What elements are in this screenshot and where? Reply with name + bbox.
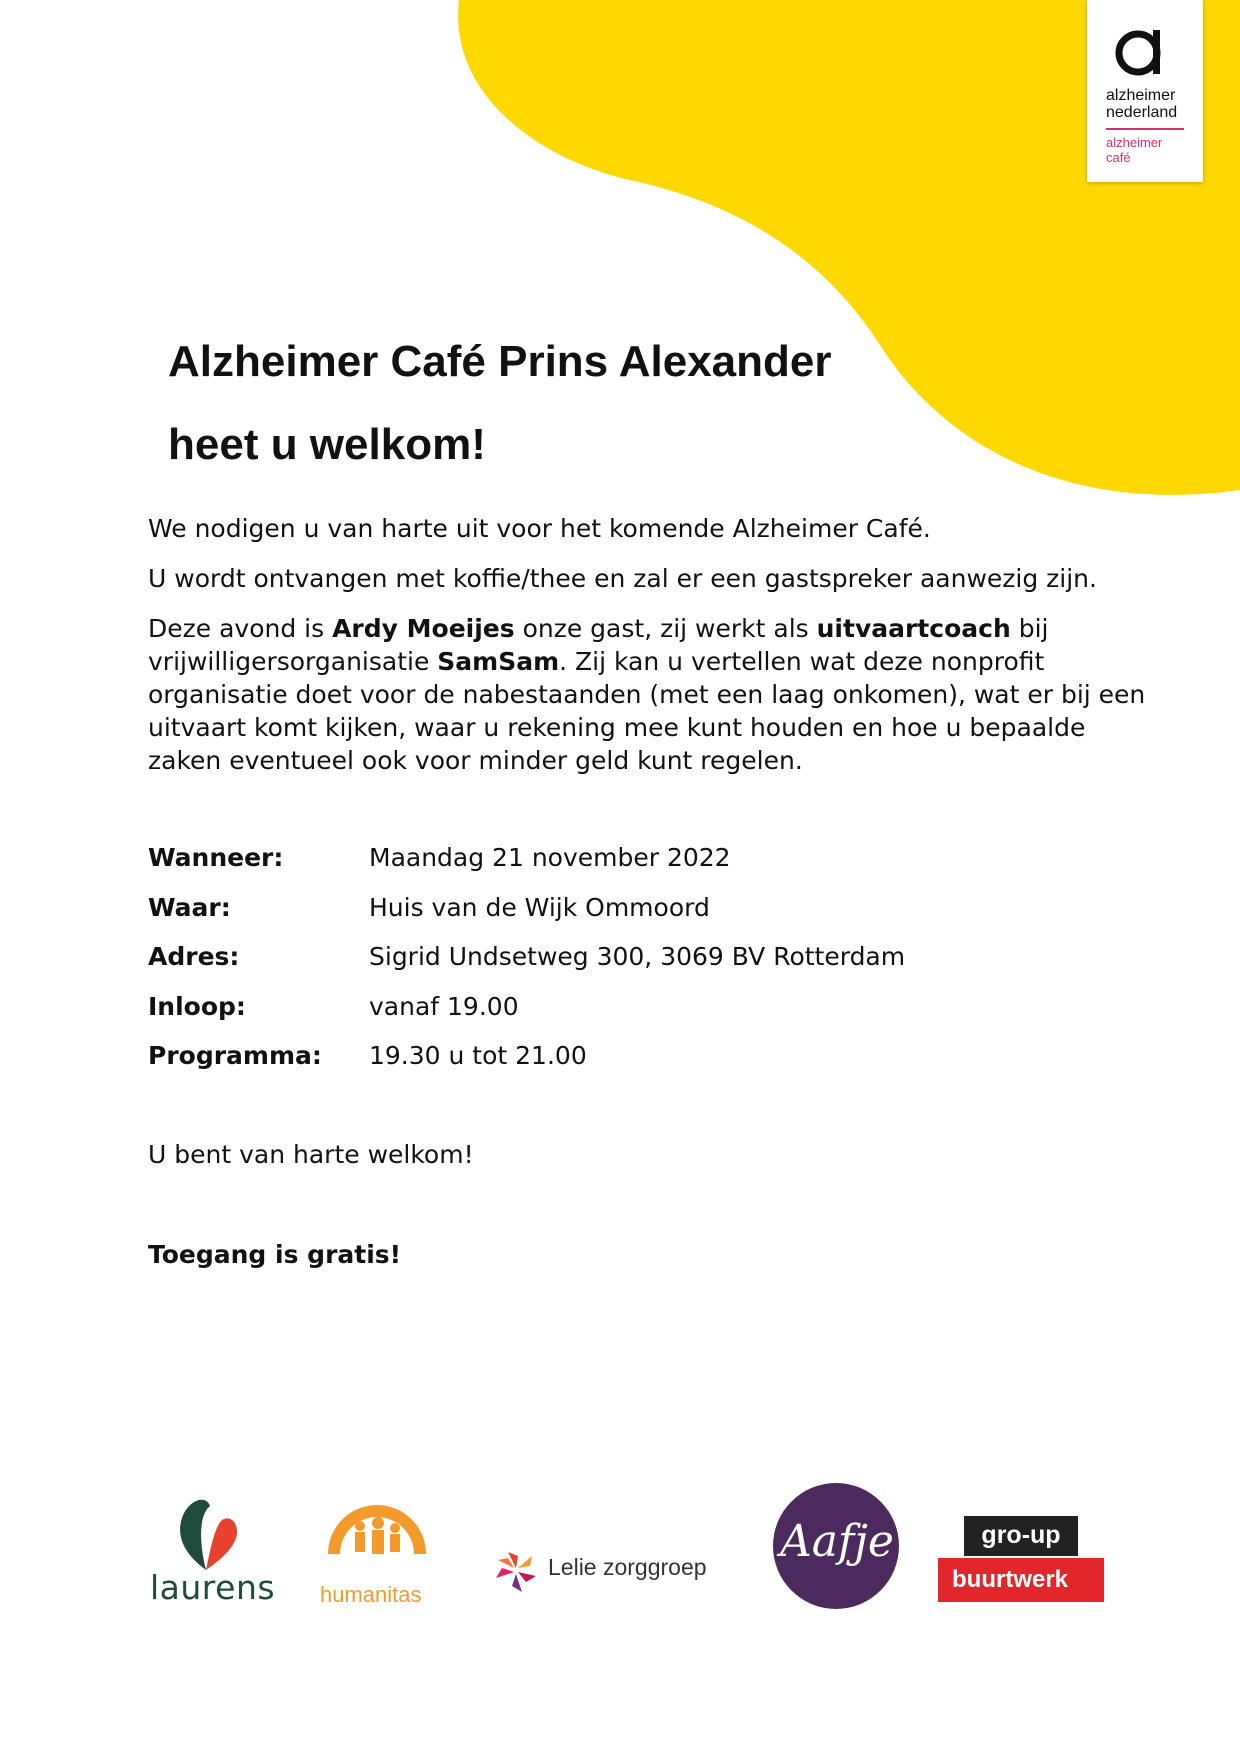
text-segment: bij vrijwilligersorganisatie <box>148 614 1049 676</box>
detail-label: Programma: <box>148 1041 322 1070</box>
humanitas-wordmark: humanitas <box>320 1582 422 1607</box>
guest-role: uitvaartcoach <box>816 614 1011 643</box>
lelie-wordmark: Lelie zorggroep <box>548 1554 707 1580</box>
event-details <box>148 840 1048 1088</box>
detail-value: Maandag 21 november 2022 <box>369 843 731 872</box>
organisation-name: SamSam <box>437 647 560 676</box>
lelie-flower-icon <box>494 1548 540 1594</box>
text-segment: onze gast, zij werkt als <box>514 614 817 643</box>
humanitas-family-icon <box>322 1490 432 1570</box>
aafje-logo <box>772 1482 900 1610</box>
buurtwerk-badge <box>938 1558 1104 1602</box>
detail-label: Inloop: <box>148 991 246 1021</box>
detail-row-programme <box>148 1038 1048 1088</box>
humanitas-logo <box>318 1490 436 1610</box>
brand-name <box>1106 87 1177 121</box>
gro-up-buurtwerk-logo <box>936 1514 1106 1610</box>
free-entry-text: Toegang is gratis! <box>148 1240 402 1269</box>
gro-up-badge <box>964 1516 1078 1556</box>
detail-value: vanaf 19.00 <box>369 991 519 1021</box>
gro-up-wordmark: gro-up <box>981 1521 1061 1549</box>
text-segment: . Zij kan u vertellen wat deze nonprofit organisatie doet voor de nabestaanden (met een laag onkomen), wat er bij een uitvaart komt kijken, waar u rekening mee kunt houden en hoe u bepaalde zaken eventueel ook voor minder geld kunt regelen. <box>148 647 1146 775</box>
laurens-wordmark: laurens <box>150 1568 276 1607</box>
detail-row-walk-in <box>148 989 1048 1039</box>
detail-row-when <box>148 840 1048 890</box>
alzheimer-a-icon <box>1115 24 1167 78</box>
page-title: Alzheimer Café Prins Alexander <box>168 337 832 386</box>
detail-label: Wanneer: <box>148 843 284 872</box>
brand-line-nederland: nederland <box>1106 104 1178 121</box>
intro-paragraph-3 <box>148 612 1158 777</box>
text-segment: Deze avond is <box>148 614 333 643</box>
brand-subname <box>1106 135 1162 165</box>
lelie-zorggroep-logo <box>494 1548 714 1598</box>
brand-line-alzheimer-sub: alzheimer <box>1106 135 1163 150</box>
detail-row-address <box>148 939 1048 989</box>
aafje-wordmark: Aafje <box>780 1516 894 1567</box>
page-subtitle: heet u welkom! <box>168 420 486 469</box>
intro-paragraph-1: We nodigen u van harte uit voor het komende Alzheimer Café. <box>148 514 931 543</box>
brand-line-alzheimer: alzheimer <box>1106 87 1176 104</box>
brand-line-cafe: café <box>1106 150 1131 165</box>
detail-value: Huis van de Wijk Ommoord <box>369 892 710 922</box>
intro-paragraph-2: U wordt ontvangen met koffie/thee en zal er een gastspreker aanwezig zijn. <box>148 564 1097 593</box>
laurens-logo <box>148 1488 274 1608</box>
detail-label: Waar: <box>148 892 231 922</box>
guest-name: Ardy Moeijes <box>332 614 515 643</box>
detail-row-where <box>148 890 1048 940</box>
detail-value: 19.30 u tot 21.00 <box>369 1041 587 1070</box>
brand-divider <box>1106 128 1184 130</box>
buurtwerk-wordmark: buurtwerk <box>952 1566 1069 1593</box>
laurens-heart-icon <box>176 1492 240 1572</box>
alzheimer-nederland-logo <box>1087 0 1203 182</box>
detail-label: Adres: <box>148 942 240 971</box>
welcome-text: U bent van harte welkom! <box>148 1140 474 1169</box>
detail-value: Sigrid Undsetweg 300, 3069 BV Rotterdam <box>369 942 906 971</box>
